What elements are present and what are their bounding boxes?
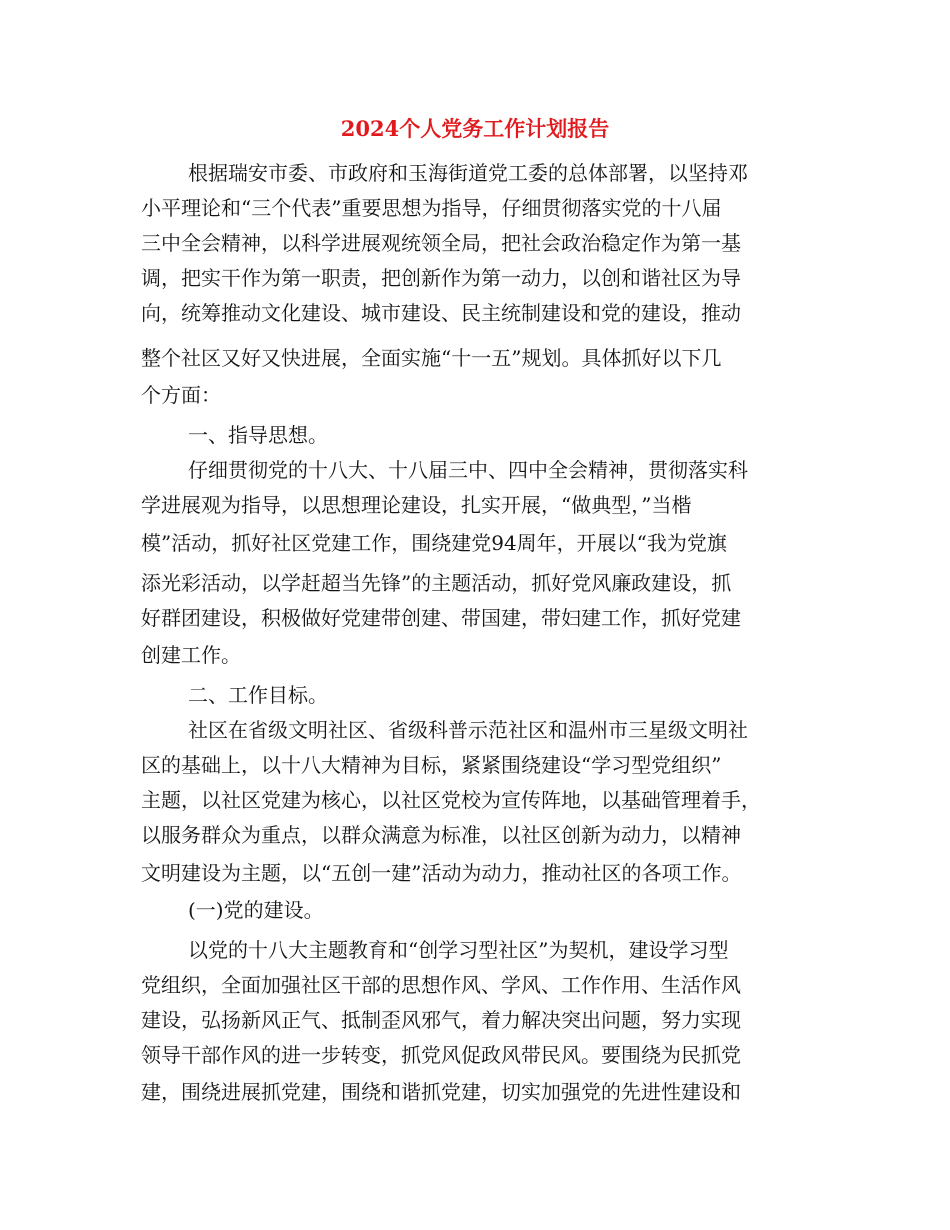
document-title: 2024个人党务工作计划报告 — [340, 116, 610, 141]
paragraph-line: 以党的十八大主题教育和“创学习型社区”为契机，建设学习型 — [188, 938, 729, 962]
paragraph-line: 整个社区又好又快进展，全面实施“十一五”规划。具体抓好以下几 — [141, 346, 722, 370]
paragraph-line: 区的基础上，以十八大精神为目标，紧紧围绕建设“学习型党组织” — [141, 753, 722, 777]
paragraph-line: 调，把实干作为第一职责，把创新作为第一动力，以创和谐社区为导 — [141, 266, 741, 290]
paragraph-line: 党组织，全面加强社区干部的思想作风、学风、工作作用、生活作风 — [141, 973, 741, 997]
paragraph-line: 主题，以社区党建为核心，以社区党校为宣传阵地，以基础管理着手， — [141, 788, 761, 812]
section-heading: 二、工作目标。 — [188, 683, 328, 707]
paragraph-line: 社区在省级文明社区、省级科普示范社区和温州市三星级文明社 — [188, 718, 748, 742]
paragraph-line: 根据瑞安市委、市政府和玉海街道党工委的总体部署，以坚持邓 — [188, 161, 748, 185]
section-heading: 一、指导思想。 — [188, 423, 328, 447]
paragraph-line: 添光彩活动，以学赶超当先锋”的主题活动，抓好党风廉政建设，抓 — [141, 571, 732, 595]
paragraph-line: 模”活动，抓好社区党建工作，围绕建党94周年，开展以“我为党旗 — [141, 531, 727, 555]
paragraph-line: 建，围绕进展抓党建，围绕和谐抓党建，切实加强党的先进性建设和 — [141, 1080, 741, 1104]
paragraph-line: 学进展观为指导，以思想理论建设，扎实开展，“做典型，”当楷 — [141, 493, 692, 517]
paragraph-line: 以服务群众为重点，以群众满意为标准，以社区创新为动力，以精神 — [141, 823, 741, 847]
paragraph-line: 向，统筹推动文化建设、城市建设、民主统制建设和党的建设，推动 — [141, 301, 741, 325]
paragraph-line: 创建工作。 — [141, 643, 241, 667]
paragraph-line: 个方面： — [141, 383, 221, 407]
paragraph-line: 仔细贯彻党的十八大、十八届三中、四中全会精神，贯彻落实科 — [188, 458, 748, 482]
paragraph-line: 小平理论和“三个代表”重要思想为指导，仔细贯彻落实党的十八届 — [141, 196, 722, 220]
paragraph-line: 好群团建设，积极做好党建带创建、带国建，带妇建工作，抓好党建 — [141, 606, 741, 630]
paragraph-line: 三中全会精神，以科学进展观统领全局，把社会政治稳定作为第一基 — [141, 231, 741, 255]
paragraph-line: 文明建设为主题，以“五创一建”活动为动力，推动社区的各项工作。 — [141, 861, 742, 885]
section-heading: (一)党的建设。 — [188, 898, 324, 922]
paragraph-line: 领导干部作风的进一步转变，抓党风促政风带民风。要围绕为民抓党 — [141, 1043, 741, 1067]
paragraph-line: 建设，弘扬新风正气、抵制歪风邪气，着力解决突出问题，努力实现 — [141, 1008, 741, 1032]
